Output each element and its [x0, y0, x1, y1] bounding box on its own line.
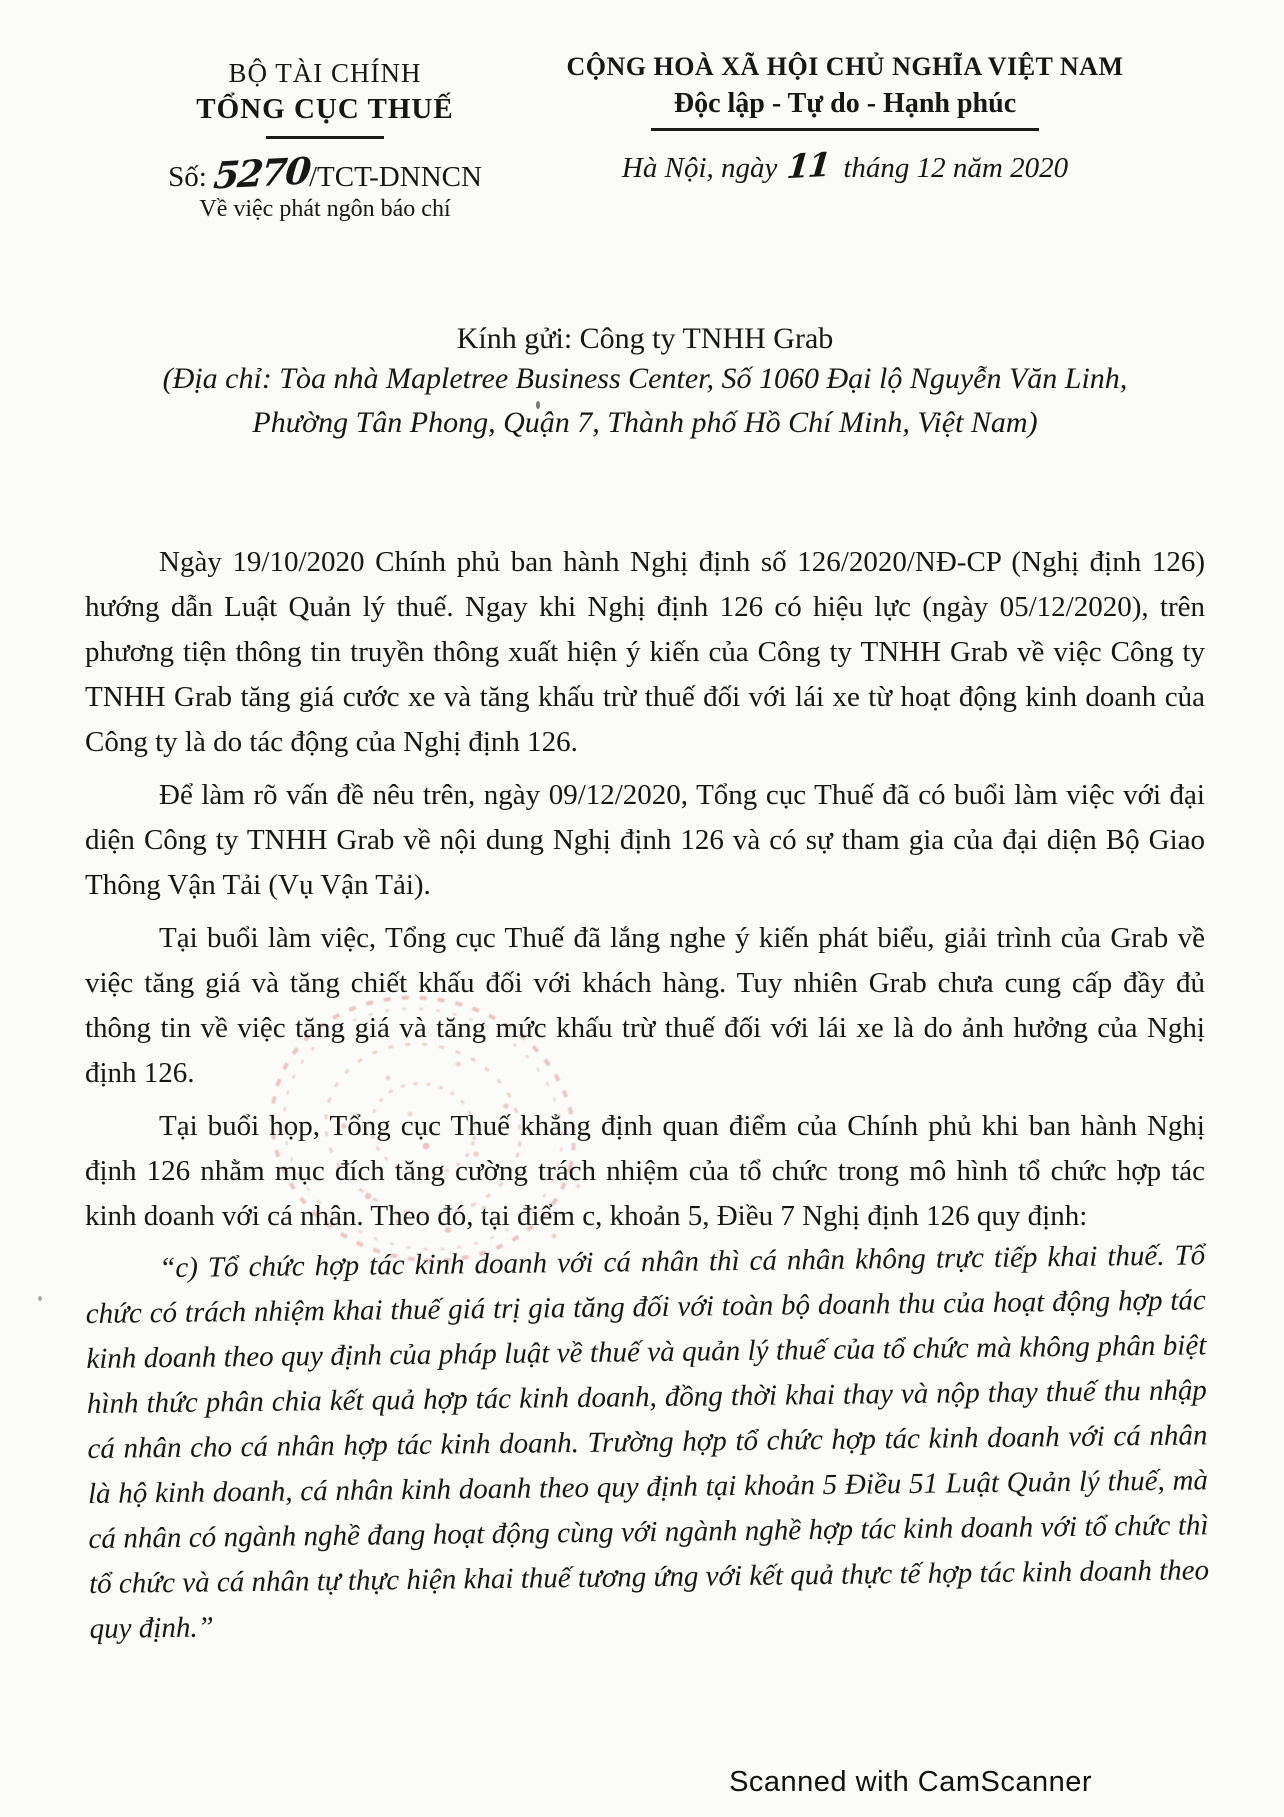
place-and-date-line	[545, 144, 1145, 187]
letter-body	[85, 540, 1210, 1652]
salutation-line: Kính gửi: Công ty TNHH Grab	[456, 322, 834, 355]
motto-underline	[651, 128, 1039, 131]
legal-quotation-paragraph: “c) Tổ chức hợp tác kinh doanh với cá nhân thì cá nhân không trực tiếp khai thuế. Tổ chức có trách nhiệm khai thuế giá trị gia tăng đối với toàn bộ doanh thu của hoạt động hợp tác kinh doanh theo quy định của pháp luật về thuế và quản lý thuế của tổ chức mà không phân biệt hình thức phân chia kết quả hợp tác kinh doanh, đồng thời khai thay và nộp thay thuế thu nhập cá nhân cho cá nhân hợp tác kinh doanh. Trường hợp tổ chức hợp tác kinh doanh với cá nhân là hộ kinh doanh, cá nhân kinh doanh theo quy định tại khoản 5 Điều 51 Luật Quản lý thuế, mà cá nhân có ngành nghề đang hoạt động cùng với ngành nghề hợp tác kinh doanh với tổ chức thì tổ chức và cá nhân tự thực hiện khai thuế tương ứng với kết quả thực tế hợp tác kinh doanh theo quy định.”	[85, 1239, 1210, 1645]
issuing-agency-block	[85, 58, 565, 223]
document-number-line	[85, 148, 565, 198]
body-paragraph-4: Tại buổi họp, Tổng cục Thuế khẳng định quan điểm của Chính phủ khi ban hành Nghị định 126 nhằm mục đích tăng cường trách nhiệm của tổ chức trong mô hình tổ chức hợp tác kinh doanh với cá nhân. Theo đó, tại điểm c, khoản 5, Điều 7 Nghị định 126 quy định:	[85, 1110, 1205, 1232]
country-title: CỘNG HOÀ XÃ HỘI CHỦ NGHĨA VIỆT NAM	[566, 52, 1124, 81]
camscanner-watermark: Scanned with CamScanner	[729, 1766, 1092, 1798]
document-number-suffix: /TCT-DNNCN	[308, 161, 482, 193]
day-handwritten: 11	[785, 144, 832, 187]
national-motto: Độc lập - Tự do - Hạnh phúc	[673, 88, 1017, 119]
letter-header	[85, 46, 1205, 276]
body-paragraph-1: Ngày 19/10/2020 Chính phủ ban hành Nghị định số 126/2020/NĐ-CP (Nghị định 126) hướng dẫn Luật Quản lý thuế. Ngay khi Nghị định 126 có hiệu lực (ngày 05/12/2020), trên phương tiện thông tin truyền thông xuất hiện ý kiến của Công ty TNHH Grab về việc Công ty TNHH Grab tăng giá cước xe và tăng khấu trừ thuế đối với lái xe từ hoạt động kinh doanh của Công ty là do tác động của Nghị định 126.	[85, 546, 1205, 758]
place-date-prefix: Hà Nội, ngày	[621, 152, 778, 184]
document-number-label: Số:	[168, 161, 207, 193]
recipient-block	[85, 322, 1205, 444]
body-paragraph-3: Tại buổi làm việc, Tổng cục Thuế đã lắng nghe ý kiến phát biểu, giải trình của Grab về việc tăng giá và tăng chiết khấu đối với khách hàng. Tuy nhiên Grab chưa cung cấp đầy đủ thông tin về việc tăng giá và tăng mức khấu trừ thuế đối với lái xe là do ảnh hưởng của Nghị định 126.	[85, 922, 1205, 1089]
recipient-address-line-1: (Địa chỉ: Tòa nhà Mapletree Business Center, Số 1060 Đại lộ Nguyễn Văn Linh,	[162, 362, 1128, 395]
body-paragraph-2: Để làm rõ vấn đề nêu trên, ngày 09/12/2020, Tổng cục Thuế đã có buổi làm việc với đại diện Công ty TNHH Grab về nội dung Nghị định 126 và có sự tham gia của đại diện Bộ Giao Thông Vận Tải (Vụ Vận Tải).	[85, 779, 1205, 901]
document-subject: Về việc phát ngôn báo chí	[199, 196, 451, 222]
document-number-handwritten: 5270	[211, 148, 312, 198]
place-date-suffix: tháng 12 năm 2020	[843, 152, 1069, 184]
header-divider-line	[266, 136, 384, 139]
department-name: TỔNG CỤC THUẾ	[196, 93, 454, 125]
national-header-block	[545, 52, 1145, 185]
recipient-address-line-2: Phường Tân Phong, Quận 7, Thành phố Hồ Chí Minh, Việt Nam)	[252, 406, 1038, 439]
ministry-name: BỘ TÀI CHÍNH	[228, 58, 422, 88]
